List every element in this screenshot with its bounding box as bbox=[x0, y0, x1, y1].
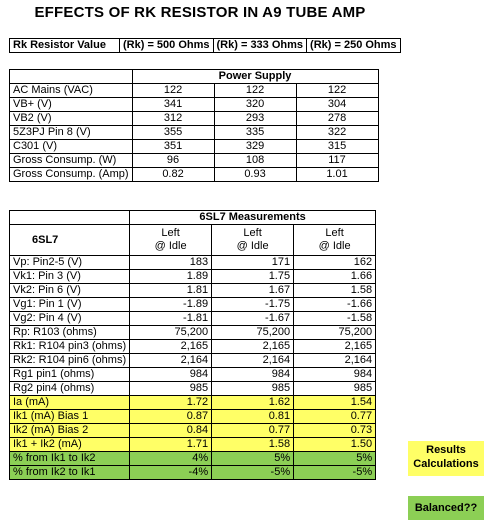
row-label: Vg1: Pin 1 (V) bbox=[10, 298, 130, 312]
cell-value: 293 bbox=[214, 112, 296, 126]
row-label: Vk2: Pin 6 (V) bbox=[10, 284, 130, 298]
row-label: Ik2 (mA) Bias 2 bbox=[10, 424, 130, 438]
row-label: Ik1 (mA) Bias 1 bbox=[10, 410, 130, 424]
cell-value: 278 bbox=[296, 112, 378, 126]
measurement-row bbox=[10, 368, 376, 382]
measurements-table bbox=[9, 210, 376, 480]
balanced-label: Balanced?? bbox=[408, 496, 484, 520]
row-label: Gross Consump. (Amp) bbox=[10, 168, 133, 182]
cell-value: 96 bbox=[132, 154, 214, 168]
cell-value: 122 bbox=[214, 84, 296, 98]
power-supply-row bbox=[10, 140, 379, 154]
power-supply-blank bbox=[10, 70, 133, 84]
cell-value: 1.01 bbox=[296, 168, 378, 182]
cell-value: 0.93 bbox=[214, 168, 296, 182]
cell-value: 322 bbox=[296, 126, 378, 140]
cell-value: 2,165 bbox=[130, 340, 212, 354]
cell-value: -1.81 bbox=[130, 312, 212, 326]
col-head-1: Left @ Idle bbox=[130, 225, 212, 256]
row-label: AC Mains (VAC) bbox=[10, 84, 133, 98]
cell-value: 315 bbox=[296, 140, 378, 154]
cell-value: -1.75 bbox=[212, 298, 294, 312]
cell-value: 2,164 bbox=[130, 354, 212, 368]
row-label: VB+ (V) bbox=[10, 98, 133, 112]
cell-value: 1.81 bbox=[130, 284, 212, 298]
measurement-row bbox=[10, 270, 376, 284]
cell-value: 0.84 bbox=[130, 424, 212, 438]
cell-value: 5% bbox=[294, 452, 376, 466]
row-label: Rk2: R104 pin6 (ohms) bbox=[10, 354, 130, 368]
cell-value: 108 bbox=[214, 154, 296, 168]
cell-value: 329 bbox=[214, 140, 296, 154]
power-supply-row bbox=[10, 98, 379, 112]
row-label: % from Ik2 to Ik1 bbox=[10, 466, 130, 480]
balance-row bbox=[10, 452, 376, 466]
cell-value: -1.89 bbox=[130, 298, 212, 312]
cell-value: 1.58 bbox=[212, 438, 294, 452]
row-label: Rg1 pin1 (ohms) bbox=[10, 368, 130, 382]
cell-value: 75,200 bbox=[212, 326, 294, 340]
row-label: Rg2 pin4 (ohms) bbox=[10, 382, 130, 396]
cell-value: 984 bbox=[294, 368, 376, 382]
rk-col-1: (Rk) = 500 Ohms bbox=[120, 39, 214, 53]
cell-value: 162 bbox=[294, 256, 376, 270]
power-supply-title: Power Supply bbox=[132, 70, 378, 84]
measurement-row bbox=[10, 312, 376, 326]
cell-value: 2,165 bbox=[212, 340, 294, 354]
measurement-row bbox=[10, 284, 376, 298]
cell-value: 1.58 bbox=[294, 284, 376, 298]
balance-row bbox=[10, 466, 376, 480]
cell-value: 351 bbox=[132, 140, 214, 154]
cell-value: 4% bbox=[130, 452, 212, 466]
cell-value: 122 bbox=[296, 84, 378, 98]
measurements-title: 6SL7 Measurements bbox=[130, 211, 376, 225]
cell-value: -5% bbox=[212, 466, 294, 480]
cell-value: -5% bbox=[294, 466, 376, 480]
col-head-3: Left @ Idle bbox=[294, 225, 376, 256]
cell-value: 1.71 bbox=[130, 438, 212, 452]
cell-value: 985 bbox=[130, 382, 212, 396]
row-label: Vk1: Pin 3 (V) bbox=[10, 270, 130, 284]
col-head-2: Left @ Idle bbox=[212, 225, 294, 256]
measurements-blank bbox=[10, 211, 130, 225]
measurement-row bbox=[10, 256, 376, 270]
power-supply-row bbox=[10, 112, 379, 126]
power-supply-row bbox=[10, 126, 379, 140]
cell-value: 1.50 bbox=[294, 438, 376, 452]
cell-value: 1.66 bbox=[294, 270, 376, 284]
row-label: Ik1 + Ik2 (mA) bbox=[10, 438, 130, 452]
row-label: Vp: Pin2-5 (V) bbox=[10, 256, 130, 270]
cell-value: 1.89 bbox=[130, 270, 212, 284]
cell-value: -4% bbox=[130, 466, 212, 480]
row-label: Ia (mA) bbox=[10, 396, 130, 410]
power-supply-table bbox=[9, 69, 379, 182]
header-table bbox=[9, 38, 401, 53]
rk-col-2: (Rk) = 333 Ohms bbox=[213, 39, 307, 53]
cell-value: 1.75 bbox=[212, 270, 294, 284]
measurement-row bbox=[10, 298, 376, 312]
cell-value: 0.77 bbox=[212, 424, 294, 438]
power-supply-row bbox=[10, 84, 379, 98]
cell-value: 1.67 bbox=[212, 284, 294, 298]
calc-row bbox=[10, 424, 376, 438]
cell-value: 304 bbox=[296, 98, 378, 112]
cell-value: 1.54 bbox=[294, 396, 376, 410]
cell-value: 984 bbox=[130, 368, 212, 382]
calc-row bbox=[10, 438, 376, 452]
cell-value: 1.72 bbox=[130, 396, 212, 410]
cell-value: 985 bbox=[294, 382, 376, 396]
cell-value: 0.87 bbox=[130, 410, 212, 424]
cell-value: 183 bbox=[130, 256, 212, 270]
cell-value: 355 bbox=[132, 126, 214, 140]
calc-row bbox=[10, 396, 376, 410]
cell-value: 0.73 bbox=[294, 424, 376, 438]
cell-value: -1.58 bbox=[294, 312, 376, 326]
cell-value: 341 bbox=[132, 98, 214, 112]
results-label: Results Calculations bbox=[408, 441, 484, 476]
cell-value: 117 bbox=[296, 154, 378, 168]
row-label: 5Z3PJ Pin 8 (V) bbox=[10, 126, 133, 140]
row-label: % from Ik1 to Ik2 bbox=[10, 452, 130, 466]
cell-value: 75,200 bbox=[130, 326, 212, 340]
cell-value: -1.66 bbox=[294, 298, 376, 312]
tube-name: 6SL7 bbox=[10, 225, 130, 256]
cell-value: 1.62 bbox=[212, 396, 294, 410]
row-label: Vg2: Pin 4 (V) bbox=[10, 312, 130, 326]
cell-value: 171 bbox=[212, 256, 294, 270]
cell-value: 335 bbox=[214, 126, 296, 140]
page-title: EFFECTS OF RK RESISTOR IN A9 TUBE AMP bbox=[34, 4, 366, 21]
rk-col-3: (Rk) = 250 Ohms bbox=[307, 39, 401, 53]
cell-value: 320 bbox=[214, 98, 296, 112]
cell-value: 2,164 bbox=[212, 354, 294, 368]
cell-value: 75,200 bbox=[294, 326, 376, 340]
power-supply-row bbox=[10, 154, 379, 168]
cell-value: 0.81 bbox=[212, 410, 294, 424]
rk-label: Rk Resistor Value bbox=[10, 39, 120, 53]
measurement-row bbox=[10, 354, 376, 368]
cell-value: 312 bbox=[132, 112, 214, 126]
measurement-row bbox=[10, 382, 376, 396]
cell-value: -1.67 bbox=[212, 312, 294, 326]
row-label: VB2 (V) bbox=[10, 112, 133, 126]
power-supply-row bbox=[10, 168, 379, 182]
calc-row bbox=[10, 410, 376, 424]
cell-value: 2,165 bbox=[294, 340, 376, 354]
cell-value: 122 bbox=[132, 84, 214, 98]
cell-value: 5% bbox=[212, 452, 294, 466]
row-label: Gross Consump. (W) bbox=[10, 154, 133, 168]
row-label: Rk1: R104 pin3 (ohms) bbox=[10, 340, 130, 354]
cell-value: 984 bbox=[212, 368, 294, 382]
cell-value: 0.82 bbox=[132, 168, 214, 182]
measurement-row bbox=[10, 326, 376, 340]
cell-value: 985 bbox=[212, 382, 294, 396]
measurement-row bbox=[10, 340, 376, 354]
cell-value: 2,164 bbox=[294, 354, 376, 368]
row-label: C301 (V) bbox=[10, 140, 133, 154]
row-label: Rp: R103 (ohms) bbox=[10, 326, 130, 340]
cell-value: 0.77 bbox=[294, 410, 376, 424]
